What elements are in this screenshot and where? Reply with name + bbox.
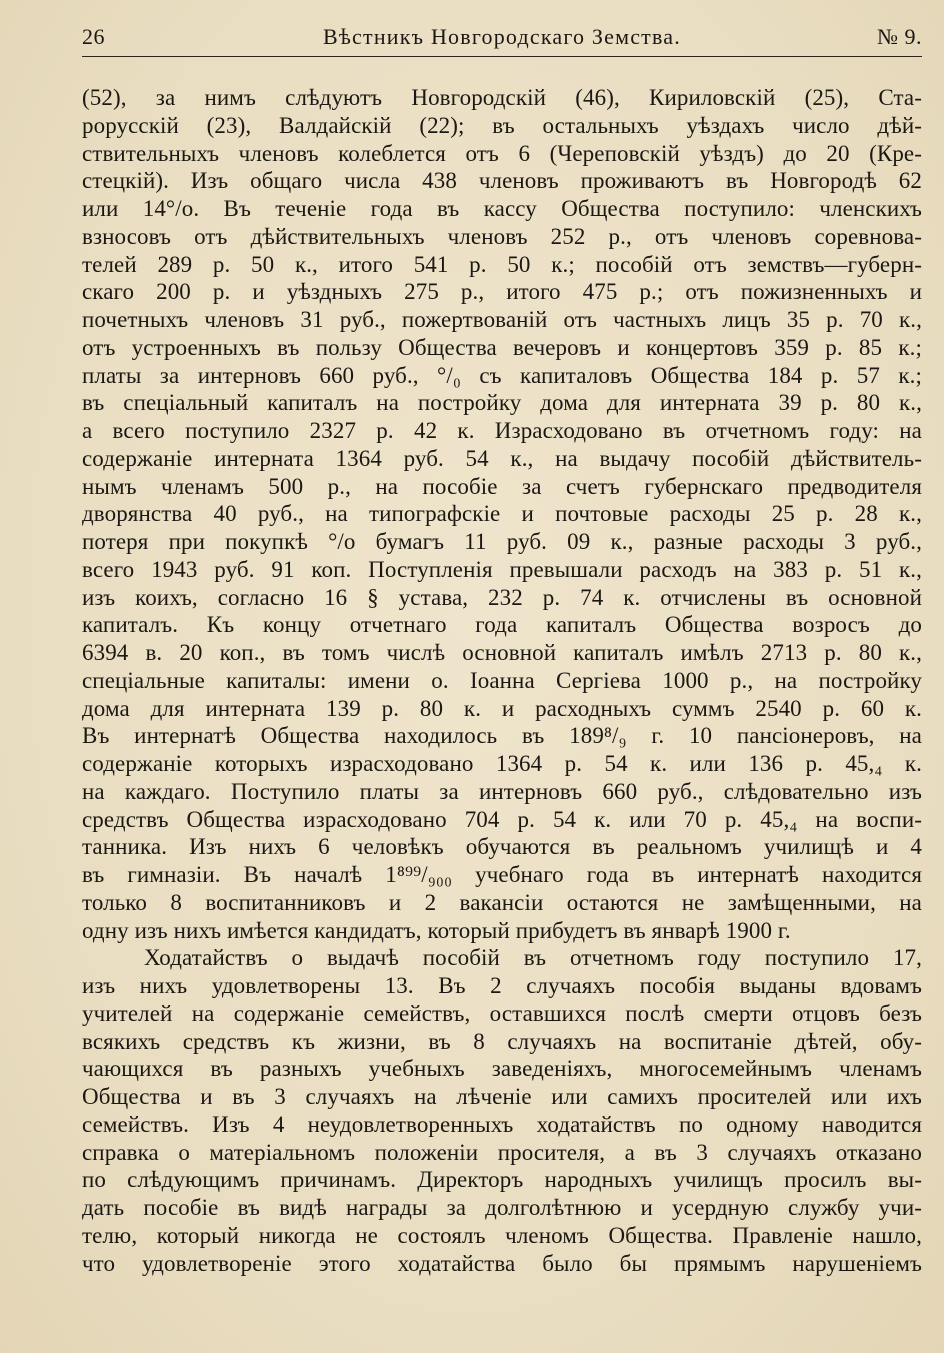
page-header <box>82 24 922 56</box>
text-line: Ходатайствъ о выдачѣ пособій въ отчетномъ году поступило 17, <box>144 945 922 971</box>
text-line: всякихъ средствъ къ жизни, въ 8 случаяхъ на воспитаніе дѣтей, обу- <box>82 1028 922 1054</box>
text-line: справка о матеріальномъ положеніи просителя, а въ 3 случаяхъ отказано <box>82 1139 922 1165</box>
text-line: что удовлетвореніе этого ходатайства было бы прямымъ нарушеніемъ <box>82 1250 922 1276</box>
text-line: дворянства 40 руб., на типографскіе и почтовые расходы 25 р. 28 к., <box>82 501 922 527</box>
text-line: телю, который никогда не состоялъ членомъ Общества. Правленіе нашло, <box>82 1222 922 1248</box>
page-number: 26 <box>82 24 105 49</box>
text-line: рорусскій (23), Валдайскій (22); въ остальныхъ уѣздахъ число дѣй- <box>82 112 922 138</box>
text-line: а всего поступило 2327 р. 42 к. Израсходовано въ отчетномъ году: на <box>82 418 922 443</box>
text-line: стецкій). Изъ общаго числа 438 членовъ проживаютъ въ Новгородѣ 62 <box>82 168 922 194</box>
text-line: капиталъ. Къ концу отчетнаго года капиталъ Общества возросъ до <box>82 612 922 638</box>
text-line: потеря при покупкѣ °/о бумагъ 11 руб. 09 к., разные расходы 3 руб., <box>82 529 922 554</box>
text-line: ствительныхъ членовъ колеблется отъ 6 (Череповскій уѣздъ) до 20 (Кре- <box>82 140 922 166</box>
text-line: на каждаго. Поступило платы за интерновъ 660 руб., слѣдовательно изъ <box>82 778 922 804</box>
text-line: нымъ членамъ 500 р., на пособіе за счетъ губернскаго предводителя <box>82 473 922 499</box>
text-line: въ гимназіи. Въ началѣ 1⁸⁹⁹/₉₀₀ учебнаго года въ интернатѣ находится <box>82 862 922 887</box>
text-line: телей 289 р. 50 к., итого 541 р. 50 к.; пособій отъ земствъ—губерн- <box>82 251 922 277</box>
text-line: содержаніе интерната 1364 руб. 54 к., на выдачу пособій дѣйствитель- <box>82 445 922 471</box>
text-line: всего 1943 руб. 91 коп. Поступленія превышали расходъ на 383 р. 51 к., <box>82 556 922 582</box>
text-line: платы за интерновъ 660 руб., °/₀ съ капиталовъ Общества 184 р. 57 к.; <box>82 362 922 388</box>
text-line: чающихся въ разныхъ учебныхъ заведеніяхъ, многосемейнымъ членамъ <box>82 1056 922 1082</box>
text-line: 6394 в. 20 коп., въ томъ числѣ основной капиталъ имѣлъ 2713 р. 80 к., <box>82 640 922 665</box>
text-line: скаго 200 р. и уѣздныхъ 275 р., итого 475 р.; отъ пожизненныхъ и <box>82 279 922 305</box>
body-text <box>82 84 922 1277</box>
issue-number: № 9. <box>877 24 922 49</box>
text-line: учителей на содержаніе семействъ, оставшихся послѣ смерти отцовъ безъ <box>82 1000 922 1026</box>
text-line: танника. Изъ нихъ 6 человѣкъ обучаются въ реальномъ училищѣ и 4 <box>82 834 922 860</box>
text-line: содержаніе которыхъ израсходовано 1364 р. 54 к. или 136 р. 45,₄ к. <box>82 751 922 776</box>
text-line: дать пособіе въ видѣ награды за долголѣтнюю и усердную службу учи- <box>82 1195 922 1220</box>
text-line: или 14°/о. Въ теченіе года въ кассу Общества поступило: членскихъ <box>82 196 922 221</box>
paragraph-2 <box>82 944 922 1277</box>
text-line: одну изъ нихъ имѣется кандидатъ, который прибудетъ въ январѣ 1900 г. <box>82 917 791 943</box>
text-line: дома для интерната 139 р. 80 к. и расходныхъ суммъ 2540 р. 60 к. <box>82 695 922 721</box>
journal-title: Вѣстникъ Новгородскаго Земства. <box>323 24 681 49</box>
text-line: отъ устроенныхъ въ пользу Общества вечеровъ и концертовъ 359 р. 85 к.; <box>82 334 922 360</box>
paragraph-1 <box>82 84 922 944</box>
header-rule <box>82 56 922 57</box>
text-line: взносовъ отъ дѣйствительныхъ членовъ 252 р., отъ членовъ соревнова- <box>82 223 922 249</box>
text-line: въ спеціальный капиталъ на постройку дома для интерната 39 р. 80 к., <box>82 390 922 416</box>
text-line: спеціальные капиталы: имени о. Іоанна Сергіева 1000 р., на постройку <box>82 667 922 693</box>
text-line: средствъ Общества израсходовано 704 р. 54 к. или 70 р. 45,₄ на воспи- <box>82 806 922 832</box>
text-line: изъ нихъ удовлетворены 13. Въ 2 случаяхъ пособія выданы вдовамъ <box>82 973 922 998</box>
text-line: семействъ. Изъ 4 неудовлетворенныхъ ходатайствъ по одному наводится <box>82 1111 922 1137</box>
text-line: Въ интернатѣ Общества находилось въ 189⁸/₉ г. 10 пансіонеровъ, на <box>82 723 922 749</box>
text-line: изъ коихъ, согласно 16 § устава, 232 р. 74 к. отчислены въ основной <box>82 584 922 610</box>
text-line: по слѣдующимъ причинамъ. Директоръ народныхъ училищъ просилъ вы- <box>82 1167 922 1193</box>
text-line: Общества и въ 3 случаяхъ на лѣченіе или самихъ просителей или ихъ <box>82 1084 922 1109</box>
text-line: (52), за нимъ слѣдуютъ Новгородскій (46), Кириловскій (25), Ста- <box>82 85 922 110</box>
text-line: только 8 воспитанниковъ и 2 вакансіи остаются не замѣщенными, на <box>82 889 922 915</box>
text-line: почетныхъ членовъ 31 руб., пожертвованій отъ частныхъ лицъ 35 р. 70 к., <box>82 307 922 332</box>
